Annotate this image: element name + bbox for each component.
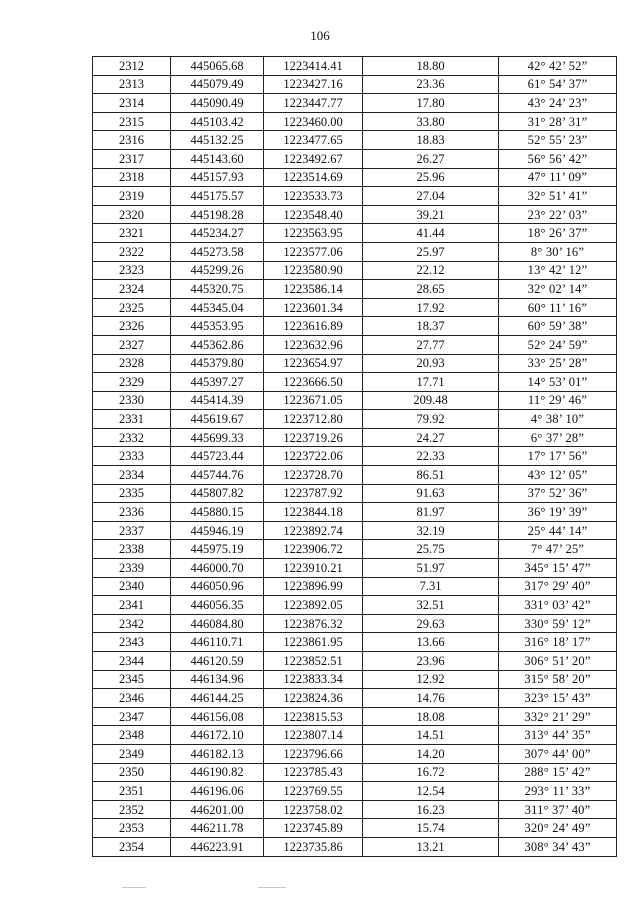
point-number-cell: 2353 bbox=[93, 819, 171, 838]
azimuth-cell: 311° 37’ 40” bbox=[499, 800, 617, 819]
point-number-cell: 2329 bbox=[93, 373, 171, 392]
easting-cell: 1223533.73 bbox=[264, 187, 363, 206]
easting-cell: 1223892.05 bbox=[264, 596, 363, 615]
table-row bbox=[93, 596, 617, 615]
distance-cell: 18.08 bbox=[363, 707, 499, 726]
azimuth-cell: 17° 17’ 56” bbox=[499, 447, 617, 466]
page-number: 106 bbox=[310, 28, 330, 43]
point-number-cell: 2332 bbox=[93, 428, 171, 447]
table-row bbox=[93, 335, 617, 354]
azimuth-cell: 332° 21’ 29” bbox=[499, 707, 617, 726]
point-number-cell: 2346 bbox=[93, 689, 171, 708]
azimuth-cell: 42° 42’ 52” bbox=[499, 57, 617, 76]
distance-cell: 32.51 bbox=[363, 596, 499, 615]
table-row bbox=[93, 187, 617, 206]
distance-cell: 32.19 bbox=[363, 521, 499, 540]
easting-cell: 1223632.96 bbox=[264, 335, 363, 354]
distance-cell: 16.23 bbox=[363, 800, 499, 819]
distance-cell: 91.63 bbox=[363, 484, 499, 503]
table-row bbox=[93, 707, 617, 726]
point-number-cell: 2326 bbox=[93, 317, 171, 336]
table-row bbox=[93, 261, 617, 280]
azimuth-cell: 330° 59’ 12” bbox=[499, 614, 617, 633]
northing-cell: 445975.19 bbox=[171, 540, 264, 559]
northing-cell: 445362.86 bbox=[171, 335, 264, 354]
distance-cell: 7.31 bbox=[363, 577, 499, 596]
table-row bbox=[93, 242, 617, 261]
northing-cell: 445414.39 bbox=[171, 391, 264, 410]
point-number-cell: 2320 bbox=[93, 205, 171, 224]
point-number-cell: 2327 bbox=[93, 335, 171, 354]
azimuth-cell: 47° 11’ 09” bbox=[499, 168, 617, 187]
point-number-cell: 2338 bbox=[93, 540, 171, 559]
easting-cell: 1223580.90 bbox=[264, 261, 363, 280]
distance-cell: 18.37 bbox=[363, 317, 499, 336]
distance-cell: 20.93 bbox=[363, 354, 499, 373]
point-number-cell: 2331 bbox=[93, 410, 171, 429]
easting-cell: 1223563.95 bbox=[264, 224, 363, 243]
azimuth-cell: 306° 51’ 20” bbox=[499, 652, 617, 671]
point-number-cell: 2344 bbox=[93, 652, 171, 671]
azimuth-cell: 8° 30’ 16” bbox=[499, 242, 617, 261]
point-number-cell: 2312 bbox=[93, 57, 171, 76]
azimuth-cell: 25° 44’ 14” bbox=[499, 521, 617, 540]
easting-cell: 1223447.77 bbox=[264, 94, 363, 113]
distance-cell: 12.92 bbox=[363, 670, 499, 689]
northing-cell: 445103.42 bbox=[171, 112, 264, 131]
point-number-cell: 2323 bbox=[93, 261, 171, 280]
easting-cell: 1223833.34 bbox=[264, 670, 363, 689]
point-number-cell: 2315 bbox=[93, 112, 171, 131]
distance-cell: 25.96 bbox=[363, 168, 499, 187]
table-row bbox=[93, 280, 617, 299]
point-number-cell: 2337 bbox=[93, 521, 171, 540]
point-number-cell: 2325 bbox=[93, 298, 171, 317]
azimuth-cell: 4° 38’ 10” bbox=[499, 410, 617, 429]
table-row bbox=[93, 633, 617, 652]
easting-cell: 1223844.18 bbox=[264, 503, 363, 522]
azimuth-cell: 13° 42’ 12” bbox=[499, 261, 617, 280]
table-row bbox=[93, 744, 617, 763]
azimuth-cell: 52° 55’ 23” bbox=[499, 131, 617, 150]
point-number-cell: 2319 bbox=[93, 187, 171, 206]
scan-artifact bbox=[258, 887, 286, 888]
northing-cell: 446144.25 bbox=[171, 689, 264, 708]
distance-cell: 26.27 bbox=[363, 149, 499, 168]
northing-cell: 445744.76 bbox=[171, 466, 264, 485]
point-number-cell: 2317 bbox=[93, 149, 171, 168]
northing-cell: 445946.19 bbox=[171, 521, 264, 540]
table-row bbox=[93, 577, 617, 596]
northing-cell: 445234.27 bbox=[171, 224, 264, 243]
distance-cell: 39.21 bbox=[363, 205, 499, 224]
table-row bbox=[93, 298, 617, 317]
northing-cell: 445090.49 bbox=[171, 94, 264, 113]
azimuth-cell: 315° 58’ 20” bbox=[499, 670, 617, 689]
point-number-cell: 2336 bbox=[93, 503, 171, 522]
table-row bbox=[93, 205, 617, 224]
easting-cell: 1223586.14 bbox=[264, 280, 363, 299]
easting-cell: 1223876.32 bbox=[264, 614, 363, 633]
easting-cell: 1223892.74 bbox=[264, 521, 363, 540]
easting-cell: 1223769.55 bbox=[264, 782, 363, 801]
northing-cell: 446050.96 bbox=[171, 577, 264, 596]
point-number-cell: 2328 bbox=[93, 354, 171, 373]
northing-cell: 445880.15 bbox=[171, 503, 264, 522]
northing-cell: 445175.57 bbox=[171, 187, 264, 206]
easting-cell: 1223492.67 bbox=[264, 149, 363, 168]
table-row bbox=[93, 112, 617, 131]
table-row bbox=[93, 57, 617, 76]
distance-cell: 27.77 bbox=[363, 335, 499, 354]
easting-cell: 1223745.89 bbox=[264, 819, 363, 838]
distance-cell: 79.92 bbox=[363, 410, 499, 429]
table-row bbox=[93, 540, 617, 559]
distance-cell: 14.20 bbox=[363, 744, 499, 763]
northing-cell: 446084.80 bbox=[171, 614, 264, 633]
point-number-cell: 2333 bbox=[93, 447, 171, 466]
azimuth-cell: 307° 44’ 00” bbox=[499, 744, 617, 763]
easting-cell: 1223787.92 bbox=[264, 484, 363, 503]
easting-cell: 1223852.51 bbox=[264, 652, 363, 671]
easting-cell: 1223758.02 bbox=[264, 800, 363, 819]
table-row bbox=[93, 800, 617, 819]
easting-cell: 1223666.50 bbox=[264, 373, 363, 392]
table-row bbox=[93, 466, 617, 485]
easting-cell: 1223910.21 bbox=[264, 559, 363, 578]
point-number-cell: 2349 bbox=[93, 744, 171, 763]
table-row bbox=[93, 224, 617, 243]
azimuth-cell: 316° 18’ 17” bbox=[499, 633, 617, 652]
distance-cell: 17.92 bbox=[363, 298, 499, 317]
distance-cell: 18.83 bbox=[363, 131, 499, 150]
azimuth-cell: 6° 37’ 28” bbox=[499, 428, 617, 447]
table-row bbox=[93, 317, 617, 336]
northing-cell: 445079.49 bbox=[171, 75, 264, 94]
distance-cell: 13.21 bbox=[363, 837, 499, 856]
easting-cell: 1223728.70 bbox=[264, 466, 363, 485]
azimuth-cell: 33° 25’ 28” bbox=[499, 354, 617, 373]
distance-cell: 28.65 bbox=[363, 280, 499, 299]
point-number-cell: 2334 bbox=[93, 466, 171, 485]
distance-cell: 24.27 bbox=[363, 428, 499, 447]
azimuth-cell: 43° 12’ 05” bbox=[499, 466, 617, 485]
easting-cell: 1223712.80 bbox=[264, 410, 363, 429]
northing-cell: 446110.71 bbox=[171, 633, 264, 652]
azimuth-cell: 31° 28’ 31” bbox=[499, 112, 617, 131]
table-row bbox=[93, 428, 617, 447]
table-row bbox=[93, 131, 617, 150]
easting-cell: 1223477.65 bbox=[264, 131, 363, 150]
easting-cell: 1223671.05 bbox=[264, 391, 363, 410]
table-row bbox=[93, 75, 617, 94]
northing-cell: 446196.06 bbox=[171, 782, 264, 801]
easting-cell: 1223601.34 bbox=[264, 298, 363, 317]
distance-cell: 27.04 bbox=[363, 187, 499, 206]
northing-cell: 446056.35 bbox=[171, 596, 264, 615]
distance-cell: 23.96 bbox=[363, 652, 499, 671]
easting-cell: 1223796.66 bbox=[264, 744, 363, 763]
point-number-cell: 2341 bbox=[93, 596, 171, 615]
distance-cell: 86.51 bbox=[363, 466, 499, 485]
azimuth-cell: 61° 54’ 37” bbox=[499, 75, 617, 94]
azimuth-cell: 56° 56’ 42” bbox=[499, 149, 617, 168]
table-row bbox=[93, 670, 617, 689]
northing-cell: 446182.13 bbox=[171, 744, 264, 763]
northing-cell: 445723.44 bbox=[171, 447, 264, 466]
table-row bbox=[93, 503, 617, 522]
point-number-cell: 2343 bbox=[93, 633, 171, 652]
table-row bbox=[93, 484, 617, 503]
distance-cell: 22.12 bbox=[363, 261, 499, 280]
distance-cell: 17.80 bbox=[363, 94, 499, 113]
northing-cell: 445143.60 bbox=[171, 149, 264, 168]
table-row bbox=[93, 94, 617, 113]
northing-cell: 445353.95 bbox=[171, 317, 264, 336]
point-number-cell: 2354 bbox=[93, 837, 171, 856]
azimuth-cell: 36° 19’ 39” bbox=[499, 503, 617, 522]
azimuth-cell: 7° 47’ 25” bbox=[499, 540, 617, 559]
azimuth-cell: 14° 53’ 01” bbox=[499, 373, 617, 392]
easting-cell: 1223616.89 bbox=[264, 317, 363, 336]
northing-cell: 445273.58 bbox=[171, 242, 264, 261]
table-row bbox=[93, 689, 617, 708]
northing-cell: 446172.10 bbox=[171, 726, 264, 745]
easting-cell: 1223735.86 bbox=[264, 837, 363, 856]
point-number-cell: 2340 bbox=[93, 577, 171, 596]
azimuth-cell: 288° 15’ 42” bbox=[499, 763, 617, 782]
point-number-cell: 2352 bbox=[93, 800, 171, 819]
azimuth-cell: 32° 51’ 41” bbox=[499, 187, 617, 206]
table-row bbox=[93, 763, 617, 782]
northing-cell: 445157.93 bbox=[171, 168, 264, 187]
northing-cell: 445320.75 bbox=[171, 280, 264, 299]
point-number-cell: 2316 bbox=[93, 131, 171, 150]
northing-cell: 445699.33 bbox=[171, 428, 264, 447]
easting-cell: 1223906.72 bbox=[264, 540, 363, 559]
azimuth-cell: 60° 59’ 38” bbox=[499, 317, 617, 336]
distance-cell: 18.80 bbox=[363, 57, 499, 76]
distance-cell: 25.75 bbox=[363, 540, 499, 559]
azimuth-cell: 52° 24’ 59” bbox=[499, 335, 617, 354]
point-number-cell: 2314 bbox=[93, 94, 171, 113]
easting-cell: 1223722.06 bbox=[264, 447, 363, 466]
table-body bbox=[93, 57, 617, 857]
distance-cell: 29.63 bbox=[363, 614, 499, 633]
distance-cell: 12.54 bbox=[363, 782, 499, 801]
table-row bbox=[93, 354, 617, 373]
easting-cell: 1223414.41 bbox=[264, 57, 363, 76]
table-row bbox=[93, 149, 617, 168]
point-number-cell: 2339 bbox=[93, 559, 171, 578]
azimuth-cell: 60° 11’ 16” bbox=[499, 298, 617, 317]
table-row bbox=[93, 168, 617, 187]
easting-cell: 1223654.97 bbox=[264, 354, 363, 373]
northing-cell: 446120.59 bbox=[171, 652, 264, 671]
northing-cell: 445132.25 bbox=[171, 131, 264, 150]
azimuth-cell: 345° 15’ 47” bbox=[499, 559, 617, 578]
distance-cell: 41.44 bbox=[363, 224, 499, 243]
northing-cell: 445397.27 bbox=[171, 373, 264, 392]
easting-cell: 1223719.26 bbox=[264, 428, 363, 447]
northing-cell: 446201.00 bbox=[171, 800, 264, 819]
table-row bbox=[93, 837, 617, 856]
table-row bbox=[93, 521, 617, 540]
easting-cell: 1223514.69 bbox=[264, 168, 363, 187]
point-number-cell: 2313 bbox=[93, 75, 171, 94]
easting-cell: 1223815.53 bbox=[264, 707, 363, 726]
point-number-cell: 2318 bbox=[93, 168, 171, 187]
point-number-cell: 2321 bbox=[93, 224, 171, 243]
distance-cell: 14.76 bbox=[363, 689, 499, 708]
distance-cell: 51.97 bbox=[363, 559, 499, 578]
easting-cell: 1223785.43 bbox=[264, 763, 363, 782]
easting-cell: 1223824.36 bbox=[264, 689, 363, 708]
distance-cell: 81.97 bbox=[363, 503, 499, 522]
northing-cell: 446000.70 bbox=[171, 559, 264, 578]
northing-cell: 446223.91 bbox=[171, 837, 264, 856]
point-number-cell: 2348 bbox=[93, 726, 171, 745]
distance-cell: 209.48 bbox=[363, 391, 499, 410]
easting-cell: 1223807.14 bbox=[264, 726, 363, 745]
distance-cell: 23.36 bbox=[363, 75, 499, 94]
point-number-cell: 2350 bbox=[93, 763, 171, 782]
distance-cell: 25.97 bbox=[363, 242, 499, 261]
table-row bbox=[93, 391, 617, 410]
table-row bbox=[93, 652, 617, 671]
azimuth-cell: 320° 24’ 49” bbox=[499, 819, 617, 838]
table-row bbox=[93, 726, 617, 745]
easting-cell: 1223577.06 bbox=[264, 242, 363, 261]
azimuth-cell: 308° 34’ 43” bbox=[499, 837, 617, 856]
azimuth-cell: 32° 02’ 14” bbox=[499, 280, 617, 299]
easting-cell: 1223427.16 bbox=[264, 75, 363, 94]
distance-cell: 13.66 bbox=[363, 633, 499, 652]
easting-cell: 1223896.99 bbox=[264, 577, 363, 596]
distance-cell: 15.74 bbox=[363, 819, 499, 838]
easting-cell: 1223861.95 bbox=[264, 633, 363, 652]
distance-cell: 14.51 bbox=[363, 726, 499, 745]
northing-cell: 446190.82 bbox=[171, 763, 264, 782]
point-number-cell: 2345 bbox=[93, 670, 171, 689]
easting-cell: 1223548.40 bbox=[264, 205, 363, 224]
point-number-cell: 2330 bbox=[93, 391, 171, 410]
point-number-cell: 2342 bbox=[93, 614, 171, 633]
azimuth-cell: 293° 11’ 33” bbox=[499, 782, 617, 801]
northing-cell: 445619.67 bbox=[171, 410, 264, 429]
point-number-cell: 2347 bbox=[93, 707, 171, 726]
northing-cell: 446156.08 bbox=[171, 707, 264, 726]
northing-cell: 445299.26 bbox=[171, 261, 264, 280]
point-number-cell: 2324 bbox=[93, 280, 171, 299]
northing-cell: 446211.78 bbox=[171, 819, 264, 838]
northing-cell: 446134.96 bbox=[171, 670, 264, 689]
distance-cell: 17.71 bbox=[363, 373, 499, 392]
azimuth-cell: 18° 26’ 37” bbox=[499, 224, 617, 243]
easting-cell: 1223460.00 bbox=[264, 112, 363, 131]
azimuth-cell: 37° 52’ 36” bbox=[499, 484, 617, 503]
azimuth-cell: 313° 44’ 35” bbox=[499, 726, 617, 745]
point-number-cell: 2351 bbox=[93, 782, 171, 801]
point-number-cell: 2335 bbox=[93, 484, 171, 503]
northing-cell: 445065.68 bbox=[171, 57, 264, 76]
northing-cell: 445345.04 bbox=[171, 298, 264, 317]
point-number-cell: 2322 bbox=[93, 242, 171, 261]
table-row bbox=[93, 447, 617, 466]
azimuth-cell: 331° 03’ 42” bbox=[499, 596, 617, 615]
table-row bbox=[93, 410, 617, 429]
northing-cell: 445198.28 bbox=[171, 205, 264, 224]
azimuth-cell: 323° 15’ 43” bbox=[499, 689, 617, 708]
northing-cell: 445379.80 bbox=[171, 354, 264, 373]
distance-cell: 16.72 bbox=[363, 763, 499, 782]
northing-cell: 445807.82 bbox=[171, 484, 264, 503]
scan-artifact bbox=[122, 887, 146, 888]
distance-cell: 33.80 bbox=[363, 112, 499, 131]
table-row bbox=[93, 373, 617, 392]
table-row bbox=[93, 559, 617, 578]
distance-cell: 22.33 bbox=[363, 447, 499, 466]
coordinates-table bbox=[92, 56, 617, 857]
table-row bbox=[93, 614, 617, 633]
table-row bbox=[93, 782, 617, 801]
table-row bbox=[93, 819, 617, 838]
azimuth-cell: 43° 24’ 23” bbox=[499, 94, 617, 113]
azimuth-cell: 23° 22’ 03” bbox=[499, 205, 617, 224]
azimuth-cell: 317° 29’ 40” bbox=[499, 577, 617, 596]
azimuth-cell: 11° 29’ 46” bbox=[499, 391, 617, 410]
